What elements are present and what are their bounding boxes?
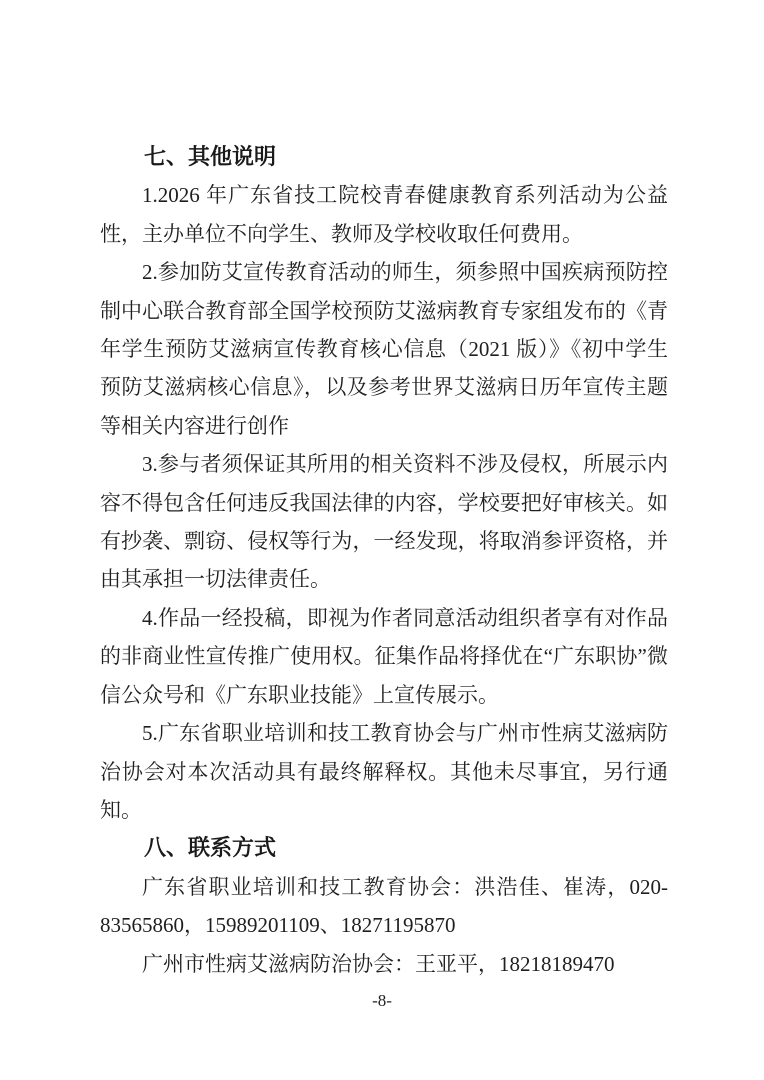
page-number: -8- bbox=[372, 991, 392, 1010]
paragraph-final-interpretation: 5.广东省职业培训和技工教育协会与广州市性病艾滋病防治协会对本次活动具有最终解释权。其他未尽事宜，另行通知。 bbox=[100, 721, 668, 822]
paragraph-creation-reference-guidelines: 2.参加防艾宣传教育活动的师生，须参照中国疾病预防控制中心联合教育部全国学校预防艾滋病教育专家组发布的《青年学生预防艾滋病宣传教育核心信息（2021 版）》《初中学生预防艾滋病核心信息》，以及参考世界艾滋病日历年宣传主题等相关内容进行创作 bbox=[100, 260, 668, 438]
paragraph-public-welfare-notice: 1.2026 年广东省技工院校青春健康教育系列活动为公益性，主办单位不向学生、教师及学校收取任何费用。 bbox=[100, 183, 668, 246]
paragraph-contact-guangzhou-association: 广州市性病艾滋病防治协会：王亚平，18218189470 bbox=[142, 951, 615, 976]
section-heading-other-notes: 七、其他说明 bbox=[144, 144, 277, 169]
section-heading-contact-info: 八、联系方式 bbox=[144, 835, 277, 861]
document-content bbox=[100, 138, 668, 983]
paragraph-copyright-liability: 3.参与者须保证其所用的相关资料不涉及侵权，所展示内容不得包含任何违反我国法律的内容，学校要把好审核关。如有抄袭、剽窃、侵权等行为，一经发现，将取消参评资格，并由其承担一切法律责任。 bbox=[100, 452, 668, 592]
paragraph-usage-rights: 4.作品一经投稿，即视为作者同意活动组织者享有对作品的非商业性宣传推广使用权。征集作品将择优在“广东职协”微信公众号和《广东职业技能》上宣传展示。 bbox=[100, 605, 668, 707]
paragraph-contact-guangdong-association: 广东省职业培训和技工教育协会：洪浩佳、崔涛，020-83565860，15989201109、18271195870 bbox=[100, 874, 668, 938]
